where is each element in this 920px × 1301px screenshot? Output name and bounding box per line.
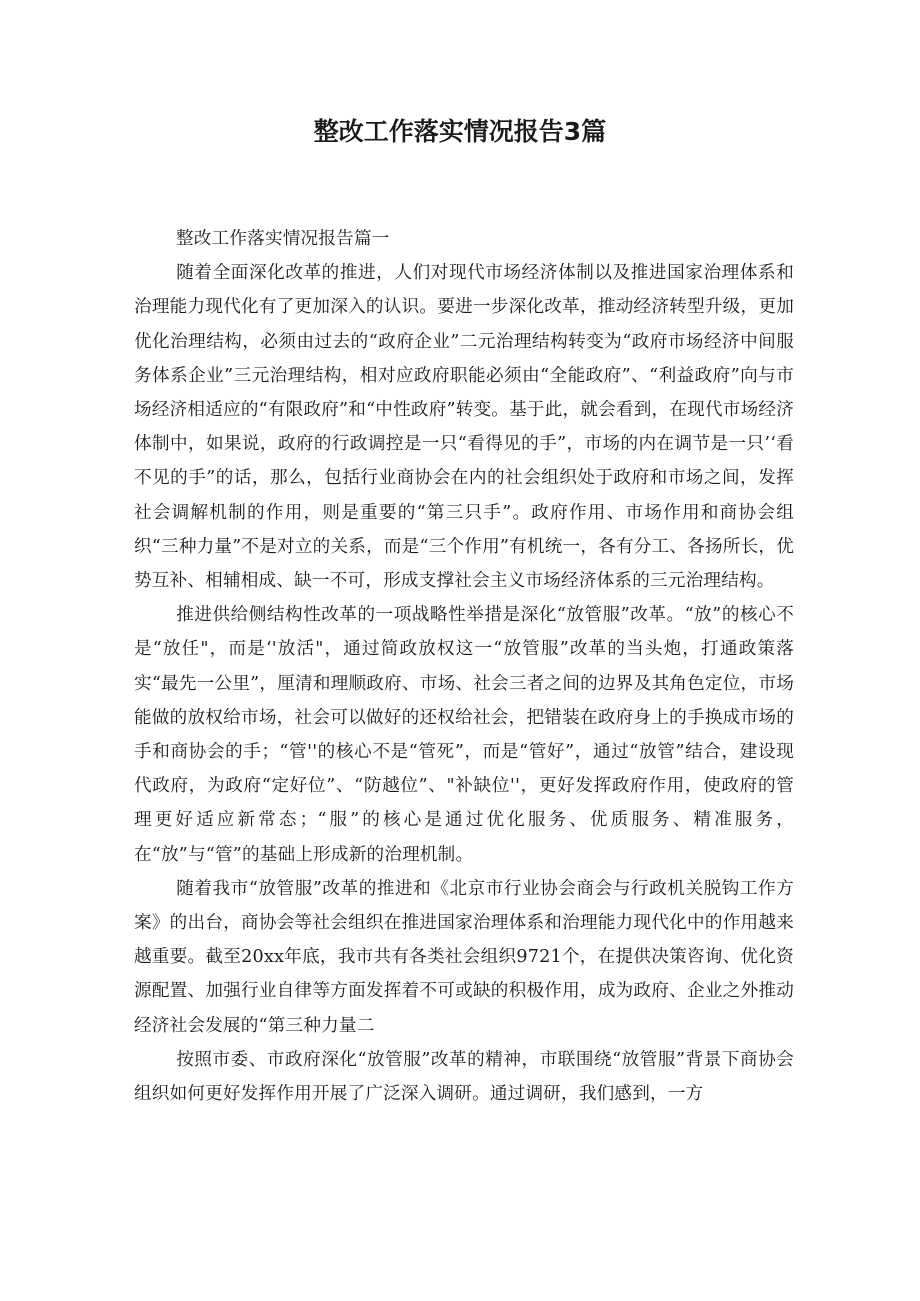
paragraph-3: 随着我市“放管服”改革的推进和《北京市行业协会商会与行政机关脱钩工作方案》的出台，商协会等社会组织在推进国家治理体系和治理能力现代化中的作用越来越重要。截至20xx年底，我市共有各类社会组织9721个，在提供决策咨询、优化资源配置、加强行业自律等方面发挥着不可或缺的积极作用，成为政府、企业之外推动经济社会发展的“第三种力量二 <box>134 878 794 1036</box>
paragraph-4: 按照市委、市政府深化“放管服”改革的精神，市联围绕“放管服”背景下商协会组织如何更好发挥作用开展了广泛深入调研。通过调研，我们感到，一方 <box>134 1049 794 1105</box>
paragraph-2: 推进供给侧结构性改革的一项战略性举措是深化“放管服”改革。“放”的核心不是“放任"，而是‘'放活"，通过简政放权这一“放管服”改革的当头炮，打通政策落实“最先一公里”，厘清和理顺政府、市场、社会三者之间的边界及其角色定位，市场能做的放权给市场，社会可以做好的还权给社会，把错装在政府身上的手换成市场的手和商协会的手；“管''的核心不是“管死”，而是“管好”，通过“放管”结合，建设现代政府，为政府“定好位”、“防越位”、"补缺位''，更好发挥政府作用，使政府的管理更好适应新常态；“服”的核心是通过优化服务、优质服务、精准服务，在“放”与“管”的基础上形成新的治理机制。 <box>134 605 794 865</box>
document-title: 整改工作落实情况报告3篇 <box>313 117 607 146</box>
paragraph-1: 随着全面深化改革的推进，人们对现代市场经济体制以及推进国家治理体系和治理能力现代化有了更加深入的认识。要进一步深化改革，推动经济转型升级，更加优化治理结构，必须由过去的“政府企业”二元治理结构转变为“政府市场经济中间服务体系企业”三元治理结构，相对应政府职能必须由“全能政府”、“利益政府”向与市场经济相适应的“有限政府”和“中性政府”转变。基于此，就会看到，在现代市场经济体制中，如果说，政府的行政调控是一只“看得见的手”，市场的内在调节是一只’‘看不见的手”的话，那么，包括行业商协会在内的社会组织处于政府和市场之间，发挥社会调解机制的作用，则是重要的“第三只手”。政府作用、市场作用和商协会组织“三种力量”不是对立的关系，而是“三个作用”有机统一，各有分工、各扬所长，优势互补、相辅相成、缺一不可，形成支撑社会主义市场经济体系的三元治理结构。 <box>134 263 794 592</box>
section-heading: 整改工作落实情况报告篇一 <box>176 229 390 249</box>
document-body <box>134 222 794 1111</box>
